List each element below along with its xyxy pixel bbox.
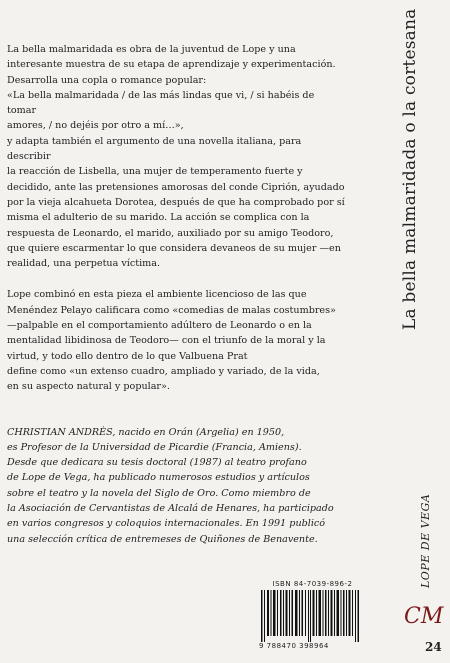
synopsis-line: Lope combinó en esta pieza el ambiente licencioso de las que — [7, 289, 307, 301]
synopsis-paragraph-2 — [7, 287, 345, 394]
bio-line: sobre el teatro y la novela del Siglo de Oro. Como miembro de — [7, 487, 311, 499]
synopsis-line: que quiere escarmentar lo que considera devaneos de su mujer —en — [7, 242, 341, 254]
synopsis-line: Menéndez Pelayo calificara como «comedias de malas costumbres» — [7, 304, 336, 316]
collection-number: 24 — [425, 640, 442, 654]
synopsis-line: «La bella malmaridada / de las más lindas que vi, / si habéis de tomar — [7, 89, 315, 117]
synopsis-line: amores, / no dejéis por otro a mí…», — [7, 120, 184, 132]
synopsis-line: interesante muestra de su etapa de aprendizaje y experimentación. — [7, 59, 336, 71]
barcode-image — [255, 590, 370, 642]
bio-line: de Lope de Vega, ha publicado numerosos estudios y artículos — [7, 472, 310, 484]
synopsis-line: por la vieja alcahueta Dorotea, después de que ha comprobado por sí — [7, 196, 345, 208]
synopsis-line: define como «un extenso cuadro, ampliado y variado, de la vida, — [7, 365, 320, 377]
author-bio — [7, 425, 345, 547]
synopsis-line: Desarrolla una copla o romance popular: — [7, 74, 207, 86]
publisher-logo: CM — [404, 604, 444, 629]
synopsis-line: en su aspecto natural y popular». — [7, 381, 170, 393]
spine-author-text: LOPE DE VEGA — [419, 493, 432, 588]
bio-line: una selección crítica de entremeses de Quiñones de Benavente. — [7, 533, 318, 545]
bio-line: es Profesor de la Universidad de Picardie (Francia, Amiens). — [7, 441, 302, 453]
synopsis-line: la reacción de Lisbella, una mujer de temperamento fuerte y — [7, 166, 303, 178]
barcode — [255, 580, 370, 650]
bio-line: en varios congresos y coloquios internacionales. En 1991 publicó — [7, 518, 326, 530]
synopsis-line: respuesta de Leonardo, el marido, auxiliado por su amigo Teodoro, — [7, 227, 334, 239]
synopsis-paragraph-1 — [7, 42, 345, 271]
spine-title — [395, 8, 450, 330]
barcode-digits: 9 788470 398964 — [259, 642, 329, 650]
synopsis-line: virtud, y todo ello dentro de lo que Valbuena Prat — [7, 350, 248, 362]
spine-author — [415, 478, 445, 588]
bio-line: Desde que dedicara su tesis doctoral (1987) al teatro profano — [7, 457, 307, 469]
synopsis-line: realidad, una perpetua víctima. — [7, 258, 161, 270]
bio-line: la Asociación de Cervantistas de Alcalá de Henares, ha participado — [7, 503, 334, 515]
synopsis-line: mentalidad libidinosa de Teodoro— con el triunfo de la moral y la — [7, 335, 326, 347]
synopsis-line: y adapta también el argumento de una novella italiana, para describir — [7, 135, 302, 163]
barcode-bars — [255, 590, 370, 650]
isbn-label: ISBN 84-7039-896-2 — [272, 580, 353, 588]
synopsis-line: misma el adulterio de su marido. La acción se complica con la — [7, 212, 310, 224]
bio-line: CHRISTIAN ANDRÈS, nacido en Orán (Argelia) en 1950, — [7, 426, 285, 438]
synopsis-line: La bella malmaridada es obra de la juventud de Lope y una — [7, 44, 296, 55]
spine-title-text: La bella malmaridada o la cortesana — [400, 8, 420, 330]
synopsis-line: —palpable en el comportamiento adúltero de Leonardo o en la — [7, 320, 312, 332]
synopsis-line: decidido, ante las pretensiones amorosas del conde Ciprión, ayudado — [7, 181, 345, 193]
back-cover-text — [7, 42, 345, 547]
